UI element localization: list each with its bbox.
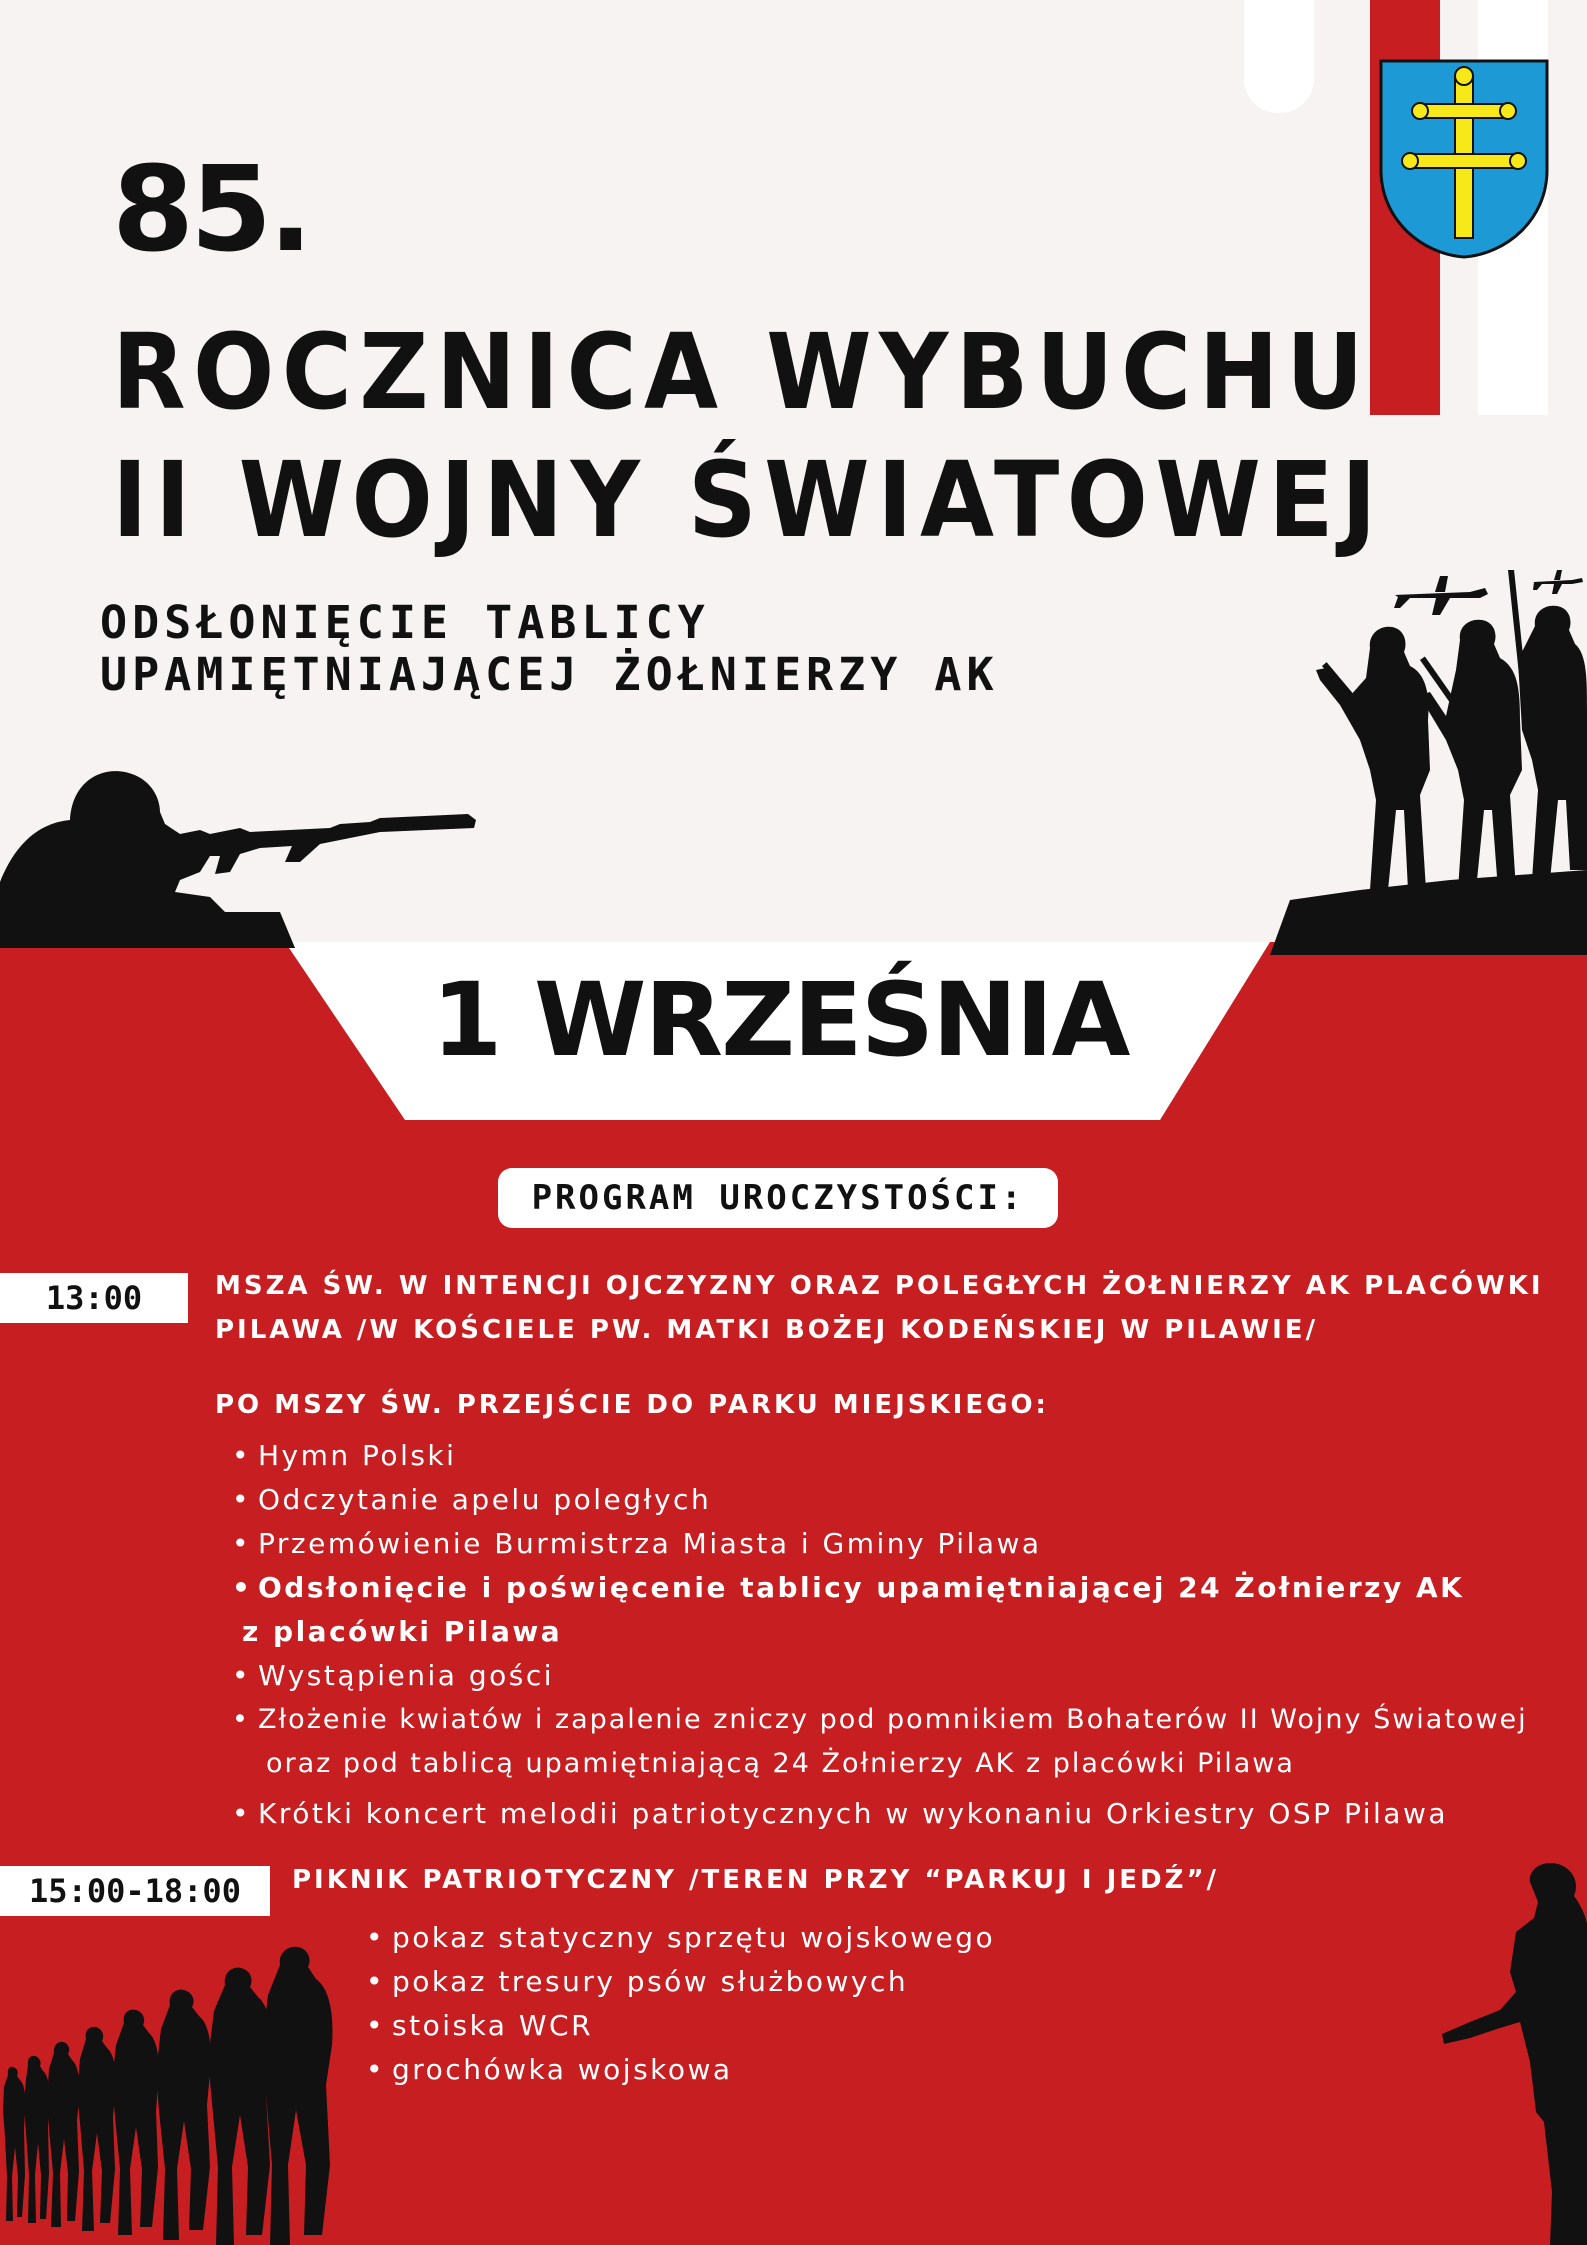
title-line-1: ROCZNICA WYBUCHU: [112, 311, 1372, 433]
time-tag-event-2: 15:00-18:00: [0, 1866, 270, 1916]
list-item: • Przemówienie Burmistrza Miasta i Gminy Pilawa: [232, 1527, 1042, 1560]
list-item: • Złożenie kwiatów i zapalenie zniczy pod pomnikiem Bohaterów II Wojny Światowej oraz pod tablicą upamiętniającą 24 Żołnierzy AK z placówki Pilawa: [232, 1704, 1528, 1779]
time-tag-event-1: 13:00: [0, 1273, 188, 1323]
list-item: • stoiska WCR: [366, 2009, 594, 2042]
event-2-title: PIKNIK PATRIOTYCZNY /TEREN PRZY “PARKUJ I JEDŹ”/: [292, 1865, 1220, 1895]
kneeling-rifleman-silhouette-icon: [0, 762, 480, 948]
list-item: • pokaz statyczny sprzętu wojskowego: [366, 1921, 996, 1954]
event-1-title-line-1: MSZA ŚW. W INTENCJI OJCZYZNY ORAZ POLEGŁYCH ŻOŁNIERZY AK PLACÓWKI: [215, 1271, 1544, 1301]
event-date: 1 WRZEŚNIA: [431, 961, 1129, 1080]
subtitle-line-2: UPAMIĘTNIAJĄCEJ ŻOŁNIERZY AK: [100, 648, 999, 701]
standing-soldier-silhouette-icon: [1440, 1862, 1587, 2245]
anniversary-number: 85.: [112, 140, 310, 278]
soldier-column-silhouette-icon: [0, 1935, 350, 2245]
list-item: • Krótki koncert melodii patriotycznych w wykonaniu Orkiestry OSP Pilawa: [232, 1797, 1448, 1830]
list-item: • Odsłonięcie i poświęcenie tablicy upamiętniającej 24 Żołnierzy AK z placówki Pilawa: [232, 1571, 1465, 1648]
marching-soldiers-silhouette-icon: [1270, 570, 1587, 955]
list-item: • Odczytanie apelu poległych: [232, 1483, 712, 1516]
list-item: • pokaz tresury psów służbowych: [366, 1965, 909, 1998]
list-item: • Wystąpienia gości: [232, 1659, 555, 1692]
after-mass-heading: PO MSZY ŚW. PRZEJŚCIE DO PARKU MIEJSKIEGO:: [215, 1390, 1049, 1420]
title-line-2: II WOJNY ŚWIATOWEJ: [112, 439, 1384, 561]
list-item: • grochówka wojskowa: [366, 2053, 733, 2086]
program-label: PROGRAM UROCZYSTOŚCI:: [531, 1178, 1025, 1218]
event-1-title-line-2: PILAWA /W KOŚCIELE PW. MATKI BOŻEJ KODEŃSKIEJ W PILAWIE/: [215, 1315, 1319, 1345]
list-item: • Hymn Polski: [232, 1439, 457, 1472]
subtitle-line-1: ODSŁONIĘCIE TABLICY: [100, 596, 710, 649]
